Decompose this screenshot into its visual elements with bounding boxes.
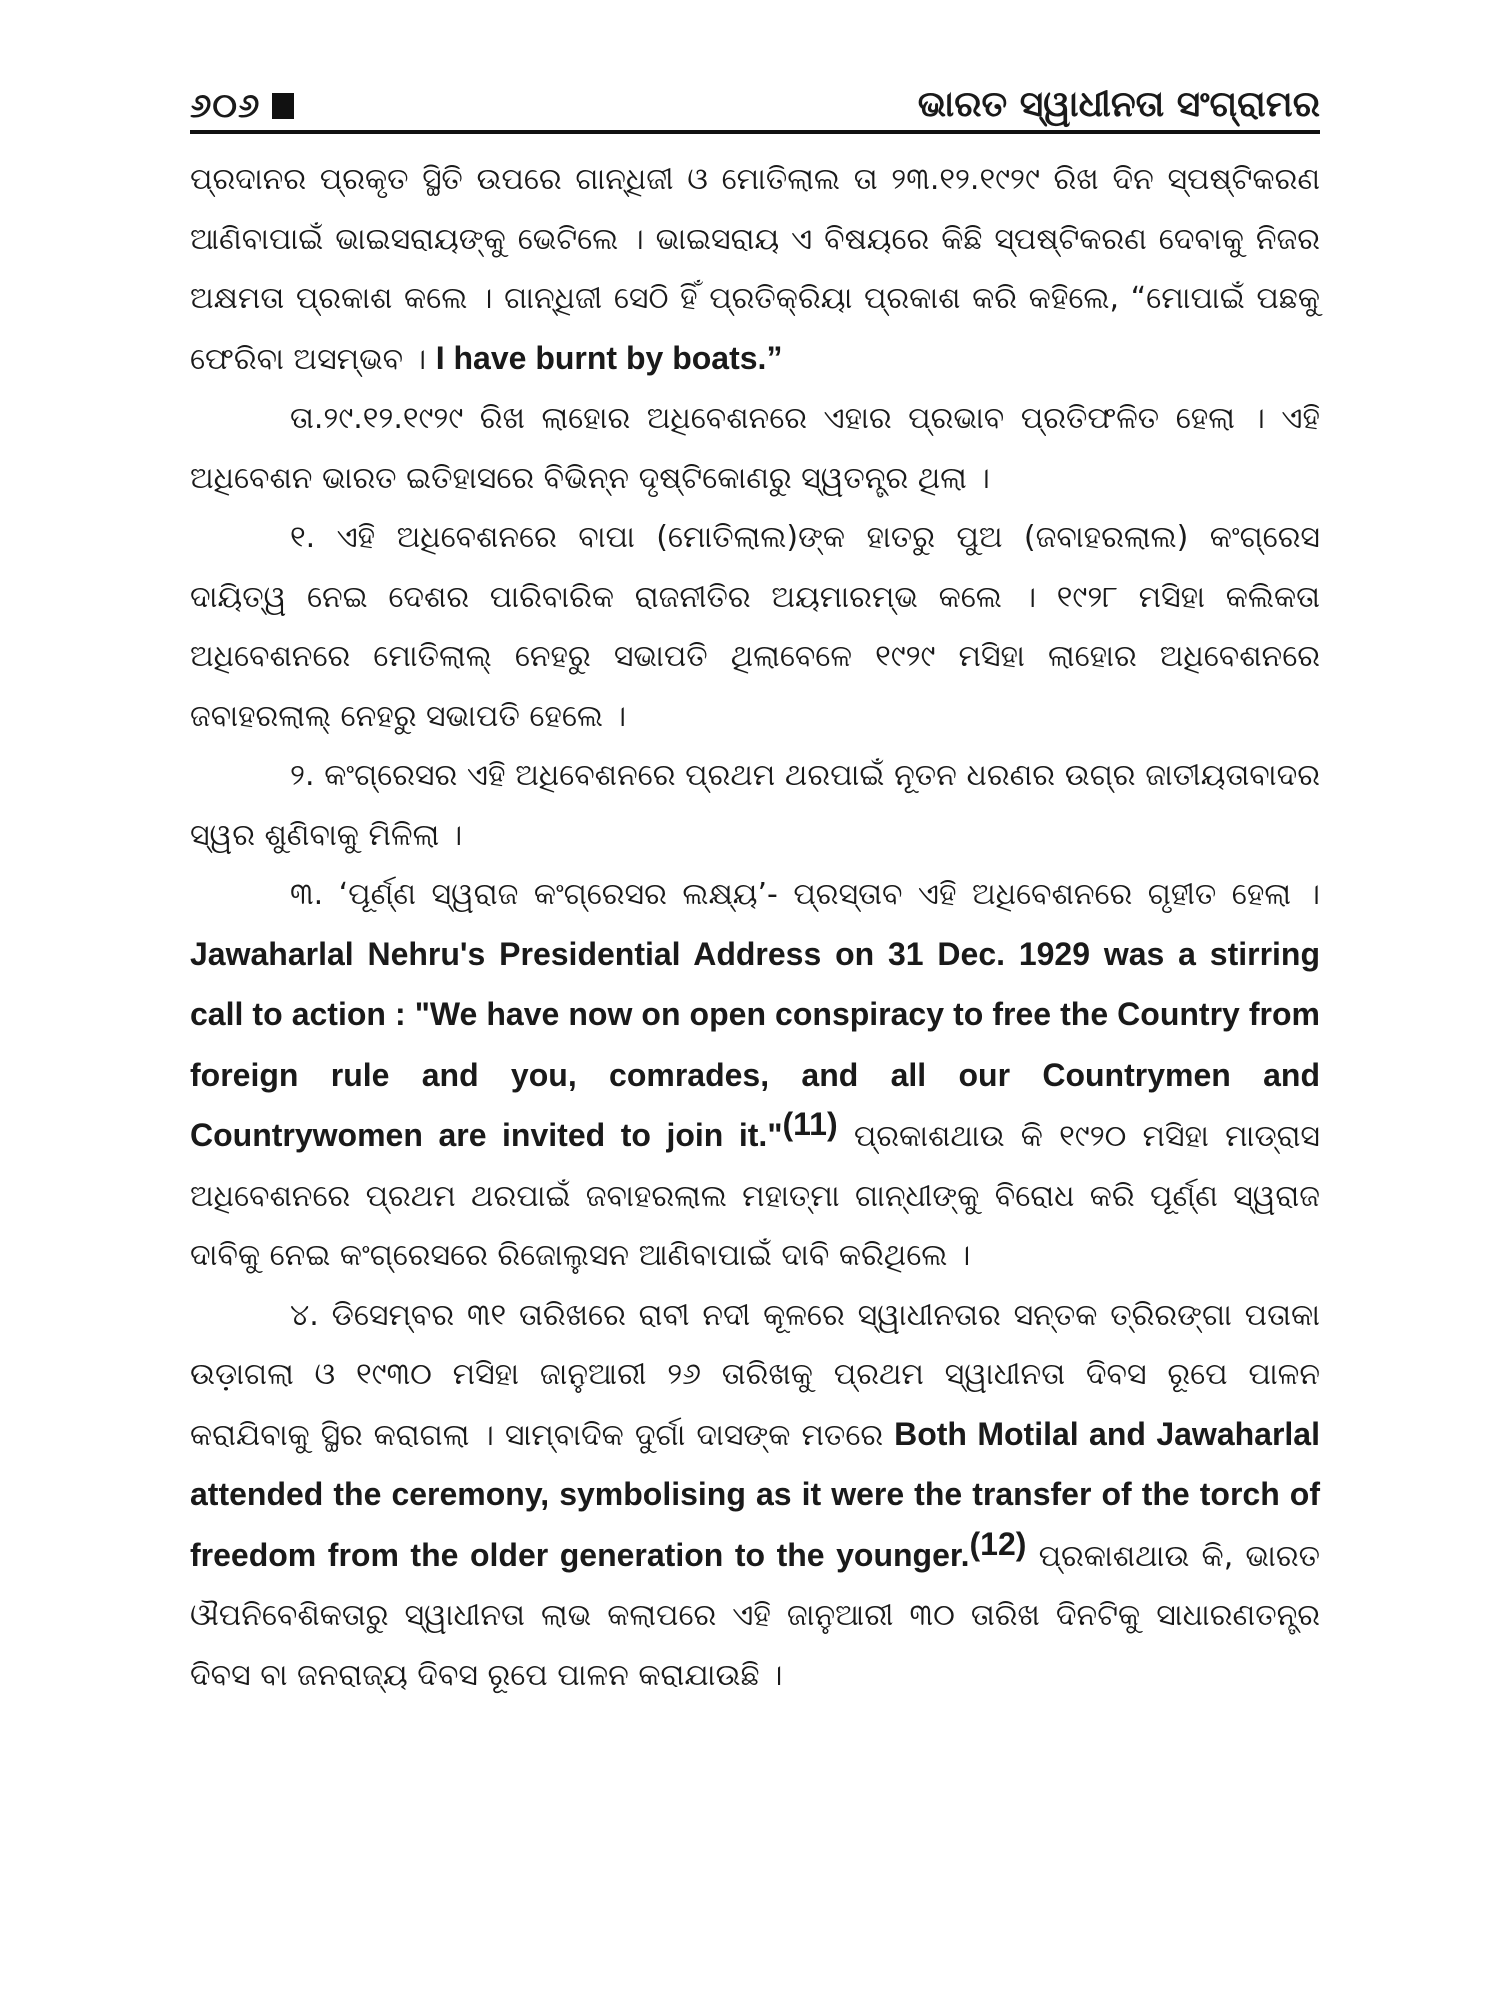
paragraph-point-2: ୨. କଂଗ୍ରେସର ଏହି ଅଧିବେଶନରେ ପ୍ରଥମ ଥରପାଇଁ ନୂତନ ଧରଣର ଉଗ୍ର ଜାତୀୟତାବାଦର ସ୍ୱର ଶୁଣିବାକୁ ମିଳିଲା । xyxy=(190,758,1320,853)
paragraph-1-english-quote: I have burnt by boats.” xyxy=(435,339,783,376)
durga-das-quote: Both Motilal and Jawaharlal attended the ceremony, symbolising as it were the transfer of the torch of freedom from the older generation to the younger. xyxy=(190,1415,1320,1573)
page-header xyxy=(190,66,1320,126)
square-marker-icon xyxy=(272,93,294,119)
paragraph-point-4-tail: ପ୍ରକାଶଥାଉ କି, ଭାରତ ଔପନିବେଶିକତାରୁ ସ୍ୱାଧୀନତା ଲାଭ କଲାପରେ ଏହି ଜାନୁଆରୀ ୩୦ ତାରିଖ ଦିନଟିକୁ ସାଧାରଣତନ୍ତ୍ର ଦିବସ ବା ଜନରାଜ୍ୟ ଦିବସ ରୂପେ ପାଳନ କରାଯାଉଛି । xyxy=(190,1538,1320,1693)
paragraph-2: ତା.୨୯.୧୨.୧୯୨୯ ରିଖ ଲାହୋର ଅଧିବେଶନରେ ଏହାର ପ୍ରଭାବ ପ୍ରତିଫଳିତ ହେଲା । ଏହି ଅଧିବେଶନ ଭାରତ ଇତିହାସରେ ବିଭିନ୍ନ ଦୃଷ୍ଟିକୋଣରୁ ସ୍ୱତନ୍ତ୍ର ଥିଲା । xyxy=(190,401,1320,496)
page-number-block xyxy=(190,86,294,126)
paragraph-point-1: ୧. ଏହି ଅଧିବେଶନରେ ବାପା (ମୋତିଲାଲ)ଙ୍କ ହାତରୁ ପୁଅ (ଜବାହରଲାଲ) କଂଗ୍ରେସ ଦାୟିତ୍ୱ ନେଇ ଦେଶର ପାରିବାରିକ ରାଜନୀତିର ଅୟମାରମ୍ଭ କଲେ । ୧୯୨୮ ମସିହା କଲିକତା ଅଧିବେଶନରେ ମୋତିଲାଲ୍ ନେହରୁ ସଭାପତି ଥିଲାବେଳେ ୧୯୨୯ ମସିହା ଲାହୋର ଅଧିବେଶନରେ ଜବାହରଲାଲ୍ ନେହରୁ ସଭାପତି ହେଲେ । xyxy=(190,520,1320,734)
footnote-ref-12: (12) xyxy=(969,1525,1027,1562)
nehru-address-quote: Jawaharlal Nehru's Presidential Address on 31 Dec. 1929 was a stirring call to action : "We have now on open conspiracy to free the Country from foreign rule and you, comrades, and all our Countrymen and Countrywomen are invited to join it." xyxy=(190,935,1320,1153)
paragraph-point-3-text: ୩. ‘ପୂର୍ଣ୍ଣ ସ୍ୱରାଜ କଂଗ୍ରେସର ଲକ୍ଷ୍ୟ’- ପ୍ରସ୍ତାବ ଏହି ଅଧିବେଶନରେ ଗୃହୀତ ହେଲା । xyxy=(290,877,1320,912)
body-text xyxy=(190,150,1320,1705)
header-rule xyxy=(190,130,1320,134)
running-title: ଭାରତ ସ୍ୱାଧୀନତା ସଂଗ୍ରାମର xyxy=(917,84,1320,125)
paragraph-point-3-tail: ପ୍ରକାଶଥାଉ କି ୧୯୨୦ ମସିହା ମାଡ୍ରାସ ଅଧିବେଶନରେ ପ୍ରଥମ ଥରପାଇଁ ଜବାହରଲାଲ ମହାତ୍ମା ଗାନ୍ଧୀଙ୍କୁ ବିରୋଧ କରି ପୂର୍ଣ୍ଣ ସ୍ୱରାଜ ଦାବିକୁ ନେଇ କଂଗ୍ରେସରେ ରିଜୋଲୁସନ ଆଣିବାପାଇଁ ଦାବି କରିଥିଲେ । xyxy=(190,1119,1320,1273)
paragraph-point-4-text: ୪. ଡିସେମ୍ବର ୩୧ ତାରିଖରେ ରାବୀ ନଦୀ କୂଳରେ ସ୍ୱାଧୀନତାର ସନ୍ତକ ତ୍ରିରଙ୍ଗା ପତାକା ଉଡ଼ାଗଲା ଓ ୧୯୩୦ ମସିହା ଜାନୁଆରୀ ୨୬ ତାରିଖକୁ ପ୍ରଥମ ସ୍ୱାଧୀନତା ଦିବସ ରୂପେ ପାଳନ କରାଯିବାକୁ ସ୍ଥିର କରାଗଲା । ସାମ୍ବାଦିକ ଦୁର୍ଗା ଦାସଙ୍କ ମତରେ xyxy=(190,1297,1320,1453)
paragraph-point-4 xyxy=(190,1286,1320,1706)
page-number: ୬୦୬ xyxy=(190,86,261,126)
paragraph-1 xyxy=(190,150,1320,389)
footnote-ref-11: (11) xyxy=(782,1106,838,1142)
paragraph-1-text: ପ୍ରଦାନର ପ୍ରକୃତ ସ୍ଥିତି ଉପରେ ଗାନ୍ଧିଜୀ ଓ ମୋତିଲାଲ ତା ୨୩.୧୨.୧୯୨୯ ରିଖ ଦିନ ସ୍ପଷ୍ଟିକରଣ ଆଣିବାପାଇଁ ଭାଇସରାୟଙ୍କୁ ଭେଟିଲେ । ଭାଇସରାୟ ଏ ବିଷୟରେ କିଛି ସ୍ପଷ୍ଟିକରଣ ଦେବାକୁ ନିଜର ଅକ୍ଷମତା ପ୍ରକାଶ କଲେ । ଗାନ୍ଧିଜୀ ସେଠି ହିଁ ପ୍ରତିକ୍ରିୟା ପ୍ରକାଶ କରି କହିଲେ, “ମୋପାଇଁ ପଛକୁ ଫେରିବା ଅସମ୍ଭବ । xyxy=(190,162,1320,377)
paragraph-point-3 xyxy=(190,865,1320,1286)
